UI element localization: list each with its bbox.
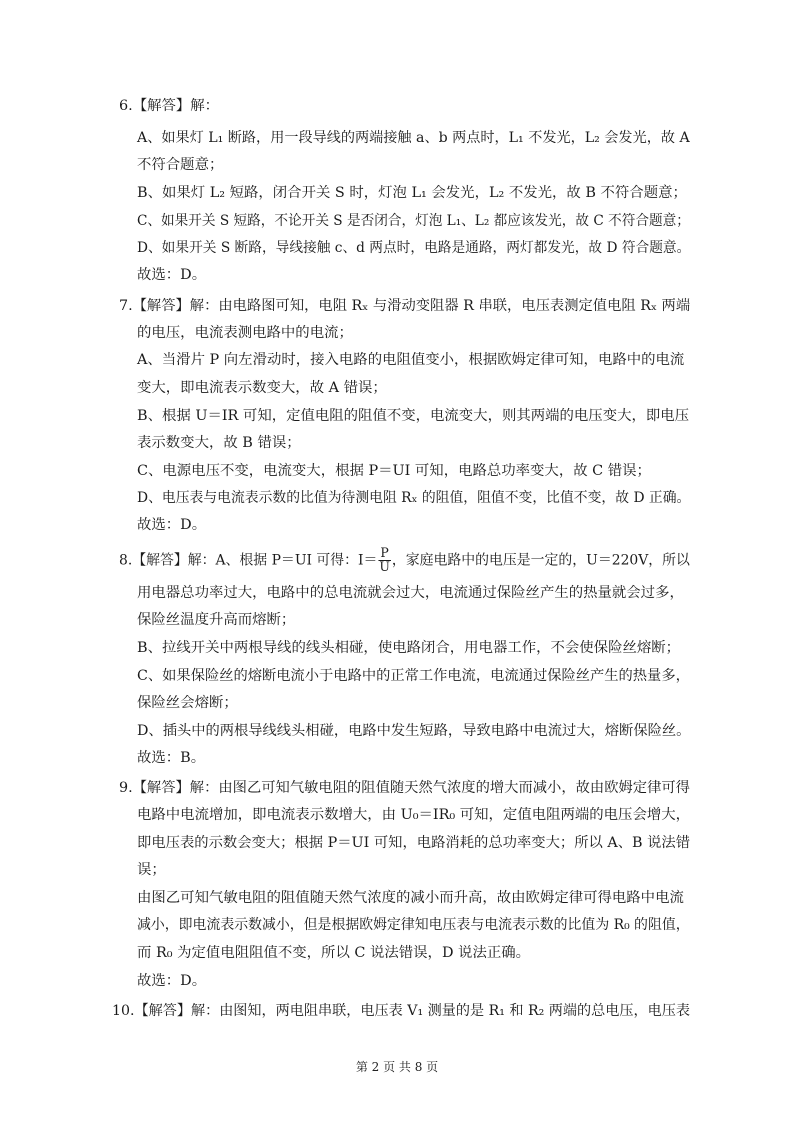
q8-answer: 故选：B。: [137, 750, 206, 766]
q8-line2: 用电器总功率过大，电路中的总电流就会过大，电流通过保险丝产生的热量就会过多，: [137, 585, 684, 601]
q7-option-c: C、电源电压不变，电流变大，根据 P＝UI 可知，电路总功率变大，故 C 错误；: [137, 463, 651, 479]
q7-intro-line2: 的电压，电流表测电路中的电流；: [137, 325, 353, 341]
q9-line7: 而 R₀ 为定值电阻阻值不变，所以 C 说法错误，D 说法正确。: [137, 945, 531, 961]
q7-option-a-line1: A、当滑片 P 向左滑动时，接入电路的电阻值变小，根据欧姆定律可知，电路中的电流: [137, 352, 685, 368]
q6-option-a-line1: A、如果灯 L₁ 断路，用一段导线的两端接触 a、b 两点时，L₁ 不发光，L₂ 会发光，故 A: [137, 130, 690, 146]
q7-option-b-line1: B、根据 U＝IR 可知，定值电阻的阻值不变，电流变大，则其两端的电压变大，即电压: [137, 408, 690, 424]
q6-heading: 6.【解答】解：: [119, 98, 220, 114]
q8-text-before: 8.【解答】解：A、根据 P＝UI 可得：I＝: [119, 552, 378, 569]
q9-line2: 电路中电流增加，即电流表示数增大，由 U₀＝IR₀ 可知，定值电阻两端的电压会增大，: [137, 807, 691, 823]
fraction-numerator: P: [378, 547, 391, 561]
q8-option-c-line2: 保险丝会熔断；: [137, 695, 238, 711]
q7-option-d: D、电压表与电流表示数的比值为待测电阻 Rₓ 的阻值，阻值不变，比值不变，故 D 正确。: [137, 490, 691, 506]
q7-option-b-line2: 表示数变大，故 B 错误；: [137, 435, 301, 451]
q6-option-a-line2: 不符合题意；: [137, 157, 224, 173]
fraction-denominator: U: [379, 560, 390, 575]
q7-option-a-line2: 变大，即电流表示数变大，故 A 错误；: [137, 380, 387, 396]
q9-line4: 误；: [137, 862, 166, 878]
q8-line3: 保险丝温度升高而熔断；: [137, 612, 296, 628]
q8-heading: [119, 547, 690, 574]
page-footer: 第 2 页 共 8 页: [355, 1060, 439, 1074]
q6-option-b: B、如果灯 L₂ 短路，闭合开关 S 时，灯泡 L₁ 会发光，L₂ 不发光，故 B 不符合题意；: [137, 185, 687, 201]
q8-text-after: ，家庭电路中的电压是一定的，U＝220V，所以: [391, 552, 690, 569]
q8-option-d: D、插头中的两根导线线头相碰，电路中发生短路，导致电路中电流过大，熔断保险丝。: [137, 723, 691, 739]
power-fraction: [378, 547, 391, 574]
q9-line6: 减小，即电流表示数减小，但是根据欧姆定律知电压表与电流表示数的比值为 R₀ 的阻值，: [137, 917, 690, 933]
q6-option-c: C、如果开关 S 短路，不论开关 S 是否闭合，灯泡 L₁、L₂ 都应该发光，故 C 不符合题意；: [137, 213, 690, 229]
q7-answer: 故选：D。: [137, 517, 207, 533]
q9-heading: 9.【解答】解：由图乙可知气敏电阻的阻值随天然气浓度的增大而减小，故由欧姆定律可得: [119, 780, 690, 796]
q9-answer: 故选：D。: [137, 973, 207, 989]
q7-heading: 7.【解答】解：由电路图可知，电阻 Rₓ 与滑动变阻器 R 串联，电压表测定值电阻 Rₓ 两端: [119, 298, 691, 314]
q9-line5: 由图乙可知气敏电阻的阻值随天然气浓度的减小而升高，故由欧姆定律可得电路中电流: [137, 890, 684, 906]
q6-answer: 故选：D。: [137, 267, 207, 283]
q8-option-c-line1: C、如果保险丝的熔断电流小于电路中的正常工作电流，电流通过保险丝产生的热量多，: [137, 668, 690, 684]
q8-option-b: B、拉线开关中两根导线的线头相碰，使电路闭合，用电器工作，不会使保险丝熔断；: [137, 640, 681, 656]
q9-line3: 即电压表的示数会变大；根据 P＝UI 可知，电路消耗的总功率变大；所以 A、B 说法错: [137, 835, 691, 851]
q10-heading: 10.【解答】解：由图知，两电阻串联，电压表 V₁ 测量的是 R₁ 和 R₂ 两端的总电压，电压表: [112, 1003, 690, 1019]
q6-option-d: D、如果开关 S 断路，导线接触 c、d 两点时，电路是通路，两灯都发光，故 D 符合题意。: [137, 240, 691, 256]
